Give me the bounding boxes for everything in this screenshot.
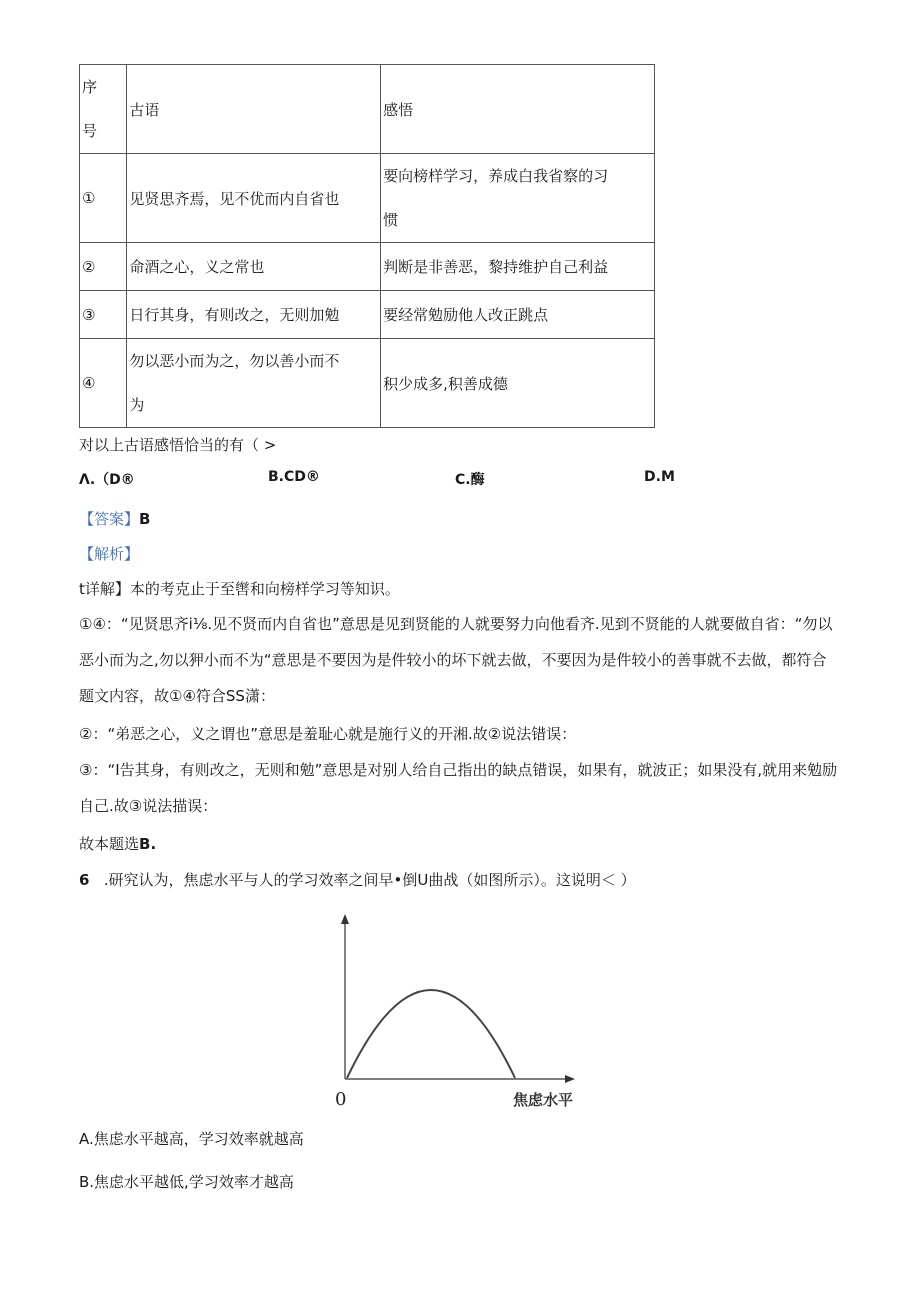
row-insight [381, 154, 655, 243]
row-ancient-b: 为 [129, 396, 145, 414]
analysis-label [79, 543, 139, 564]
row-seq: ② [80, 243, 127, 291]
header-insight: 感悟 [381, 65, 655, 154]
analysis-label-text: 【解析】 [79, 545, 140, 563]
option-d: D.M [644, 469, 675, 485]
inverted-u-curve [347, 990, 515, 1078]
q6-number: 6 [79, 871, 90, 889]
table-row [80, 291, 655, 339]
option-c: C.酶 [455, 472, 485, 488]
q6-stem: .研究认为，焦虑水平与人的学习效率之间早•倒U曲战（如图所示）。这说明＜ ） [103, 871, 636, 889]
inverted-u-graph [325, 912, 595, 1112]
row-insight-b: 惯 [383, 211, 399, 229]
row-insight: 要经常勉励他人改正跳点 [381, 291, 655, 339]
header-seq-a: 序 [82, 78, 98, 96]
table-row [80, 243, 655, 291]
table-row [80, 154, 655, 243]
row-ancient: 命酒之心，义之常也 [127, 243, 381, 291]
question-stem: 对以上古语感悟恰当的有（ > [79, 436, 277, 454]
analysis-paragraph-3: ③：“Ⅰ告其身，有则改之，无则和勉”意思是对别人给自己指出的缺点错误，如果有，就波正；如果没有,就用来勉励自己.故③说法描误： [79, 761, 838, 815]
row-insight-a: 要向榜样学习，养成白我省察的习 [383, 167, 609, 185]
option-b: B.CD® [268, 469, 320, 485]
header-seq [80, 65, 127, 154]
row-insight: 积少成多,积善成德 [381, 339, 655, 428]
table-header-row [80, 65, 655, 154]
answer-value: B [139, 510, 151, 528]
y-axis-arrow-icon [341, 914, 349, 924]
row-ancient: 日行其身，有则改之，无则加勉 [127, 291, 381, 339]
option-a: Λ.（D® [79, 472, 135, 488]
header-seq-b: 号 [82, 122, 98, 140]
table-row [80, 339, 655, 428]
row-seq: ① [80, 154, 127, 243]
row-seq: ③ [80, 291, 127, 339]
row-ancient [127, 339, 381, 428]
analysis-conclusion [79, 833, 156, 854]
q6-stem-line [79, 869, 636, 890]
guyu-table [79, 64, 655, 428]
answer-label: 【答案】 [79, 510, 140, 528]
analysis-paragraph-2: ②：“弟恶之心，义之谓也”意思是羞耻心就是施行义的开湘.故②说法错误： [79, 725, 577, 743]
answer-line [79, 508, 150, 529]
origin-label: 0 [335, 1089, 347, 1110]
row-insight: 判断是非善恶，黎持维护自己利益 [381, 243, 655, 291]
row-seq: ④ [80, 339, 127, 428]
header-ancient: 古语 [127, 65, 381, 154]
x-axis-arrow-icon [565, 1075, 575, 1083]
conclusion-prefix: 故本题选 [79, 835, 140, 853]
q6-option-b: B.焦虑水平越低,学习效率才越高 [79, 1173, 294, 1191]
row-ancient: 见贤思齐焉，见不优而内自省也 [127, 154, 381, 243]
analysis-detail: t详解】本的考克止于至辔和向榜样学习等知识。 [79, 580, 400, 598]
conclusion-value: B. [139, 835, 157, 853]
x-axis-label: 焦虑水平 [513, 1091, 574, 1109]
q6-option-a: A.焦虑水平越高，学习效率就越高 [79, 1130, 304, 1148]
analysis-paragraph-1: ①④：“见贤思齐i⅛.见不贤而内自省也”意思是见到贤能的人就要努力向他看齐.见到不贤能的人就要做自省：“勿以恶小而为之,勿以狎小而不为“意思是不要因为是件较小的坏下就去做，不要因为是件较小的善事就不去做，都符合题文内容，故①④符合SS潇： [79, 615, 833, 705]
row-ancient-a: 勿以恶小而为之，勿以善小而不 [129, 352, 340, 370]
